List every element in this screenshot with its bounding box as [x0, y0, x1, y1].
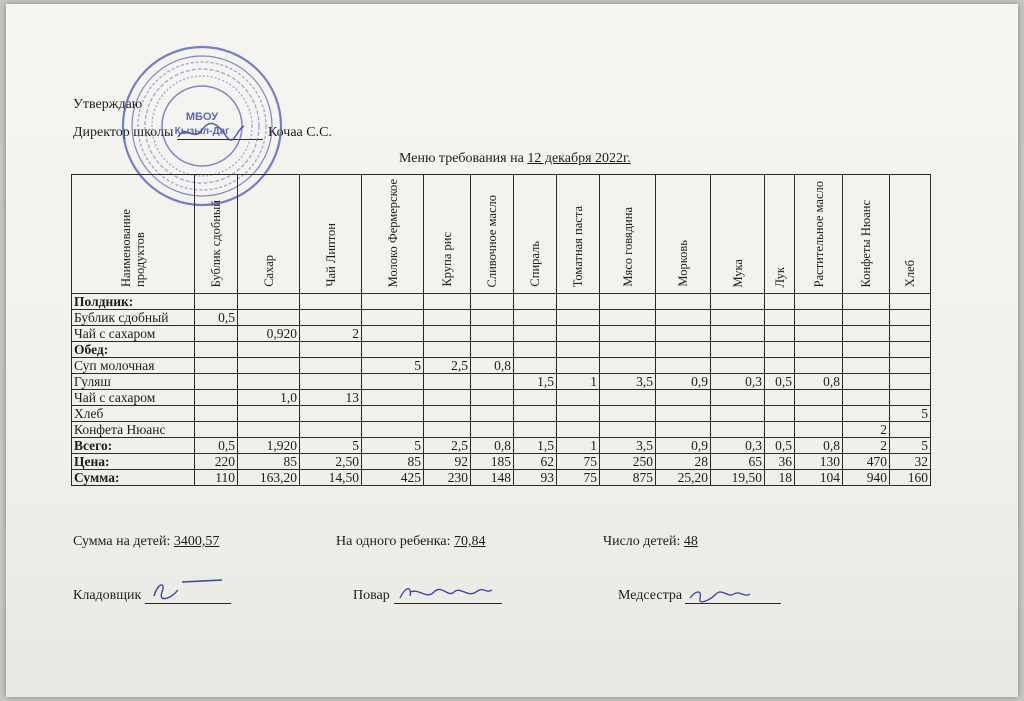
table-cell — [890, 310, 931, 326]
table-row — [72, 438, 931, 454]
table-cell — [514, 342, 557, 358]
sum-for-children: Сумма на детей: 3400,57 — [73, 534, 220, 549]
table-cell — [890, 422, 931, 438]
table-cell — [765, 358, 795, 374]
table-cell: 110 — [195, 470, 238, 486]
table-row — [72, 342, 931, 358]
row-label: Чай с сахаром — [72, 326, 195, 342]
table-cell: 18 — [765, 470, 795, 486]
table-cell — [471, 326, 514, 342]
header-column: Крупа рис — [424, 175, 471, 294]
approve-label: Утверждаю — [73, 97, 143, 112]
nurse-label: Медсестра — [618, 588, 683, 603]
director-label: Директор школы — [73, 125, 174, 140]
table-cell — [300, 342, 362, 358]
table-cell — [890, 342, 931, 358]
table-cell: 0,920 — [238, 326, 300, 342]
table-cell — [557, 294, 600, 310]
table-cell — [300, 406, 362, 422]
header-column: Мука — [711, 175, 765, 294]
table-cell — [711, 294, 765, 310]
table-cell — [843, 406, 890, 422]
table-cell: 65 — [711, 454, 765, 470]
table-cell: 0,5 — [195, 438, 238, 454]
table-cell: 5 — [362, 438, 424, 454]
table-cell: 940 — [843, 470, 890, 486]
table-cell — [238, 342, 300, 358]
cook-signature — [396, 584, 496, 604]
table-cell — [795, 358, 843, 374]
table-cell — [765, 310, 795, 326]
table-cell — [514, 422, 557, 438]
table-cell — [362, 374, 424, 390]
table-cell: 1 — [557, 374, 600, 390]
table-cell: 0,3 — [711, 438, 765, 454]
table-cell: 5 — [300, 438, 362, 454]
header-products: Наименование продуктов — [72, 175, 195, 294]
row-label: Бублик сдобный — [72, 310, 195, 326]
table-cell — [471, 342, 514, 358]
table-cell: 0,8 — [471, 358, 514, 374]
row-label: Гуляш — [72, 374, 195, 390]
row-label: Суп молочная — [72, 358, 195, 374]
table-cell — [362, 422, 424, 438]
header-column: Сахар — [238, 175, 300, 294]
header-column: Растительное масло — [795, 175, 843, 294]
header-column: Мясо говядина — [600, 175, 656, 294]
director-name: Кочаа С.С. — [268, 125, 332, 140]
table-cell: 1 — [557, 438, 600, 454]
table-cell — [890, 374, 931, 390]
table-cell — [471, 294, 514, 310]
header-column: Морковь — [656, 175, 711, 294]
table-cell — [711, 422, 765, 438]
table-cell: 163,20 — [238, 470, 300, 486]
table-cell — [238, 406, 300, 422]
table-cell — [600, 358, 656, 374]
table-cell: 0,5 — [765, 374, 795, 390]
header-column: Молоко Фермерское — [362, 175, 424, 294]
table-cell — [557, 358, 600, 374]
table-cell — [195, 390, 238, 406]
table-cell: 2 — [843, 422, 890, 438]
table-cell: 1,5 — [514, 438, 557, 454]
table-cell — [711, 406, 765, 422]
table-cell — [424, 390, 471, 406]
table-cell: 2,5 — [424, 358, 471, 374]
table-cell — [514, 406, 557, 422]
table-cell — [656, 310, 711, 326]
table-cell — [795, 342, 843, 358]
table-cell — [711, 326, 765, 342]
table-cell: 0,3 — [711, 374, 765, 390]
table-cell — [424, 342, 471, 358]
table-cell: 85 — [238, 454, 300, 470]
header-column: Бублик сдобный — [195, 175, 238, 294]
table-cell — [195, 358, 238, 374]
per-child-cost: На одного ребенка: 70,84 — [336, 534, 486, 549]
row-label: Обед: — [72, 342, 195, 358]
table-cell: 25,20 — [656, 470, 711, 486]
table-row — [72, 294, 931, 310]
table-cell — [557, 342, 600, 358]
table-cell — [600, 326, 656, 342]
table-row — [72, 406, 931, 422]
table-cell: 875 — [600, 470, 656, 486]
table-cell: 62 — [514, 454, 557, 470]
table-cell — [424, 294, 471, 310]
table-cell: 2,5 — [424, 438, 471, 454]
table-cell — [600, 422, 656, 438]
table-cell — [711, 342, 765, 358]
table-cell: 470 — [843, 454, 890, 470]
table-row — [72, 374, 931, 390]
table-cell — [765, 326, 795, 342]
table-cell — [600, 294, 656, 310]
table-cell — [843, 358, 890, 374]
table-cell: 75 — [557, 470, 600, 486]
row-label: Конфета Нюанс — [72, 422, 195, 438]
table-cell — [424, 310, 471, 326]
table-cell — [471, 422, 514, 438]
table-cell — [514, 310, 557, 326]
table-cell: 250 — [600, 454, 656, 470]
table-cell: 0,9 — [656, 374, 711, 390]
table-cell: 36 — [765, 454, 795, 470]
table-cell — [424, 326, 471, 342]
table-cell — [843, 326, 890, 342]
table-cell: 2,50 — [300, 454, 362, 470]
storekeeper-signature — [148, 576, 228, 604]
document-title: Меню требования на 12 декабря 2022г. — [399, 151, 631, 166]
table-cell: 75 — [557, 454, 600, 470]
table-cell — [656, 358, 711, 374]
table-cell — [557, 390, 600, 406]
table-cell — [514, 390, 557, 406]
table-cell — [195, 406, 238, 422]
table-cell: 5 — [890, 406, 931, 422]
table-cell: 93 — [514, 470, 557, 486]
table-cell — [557, 422, 600, 438]
table-cell — [514, 294, 557, 310]
table-cell: 19,50 — [711, 470, 765, 486]
table-cell — [471, 390, 514, 406]
table-cell — [514, 326, 557, 342]
table-header-row — [72, 175, 931, 294]
table-cell — [362, 390, 424, 406]
table-cell — [471, 374, 514, 390]
table-cell: 0,5 — [765, 438, 795, 454]
table-cell — [795, 310, 843, 326]
table-cell — [795, 406, 843, 422]
table-row — [72, 390, 931, 406]
table-cell: 85 — [362, 454, 424, 470]
table-cell — [600, 406, 656, 422]
table-cell — [424, 374, 471, 390]
table-cell: 13 — [300, 390, 362, 406]
table-cell — [238, 422, 300, 438]
table-cell — [890, 358, 931, 374]
table-cell — [195, 422, 238, 438]
table-cell — [238, 374, 300, 390]
table-row — [72, 310, 931, 326]
table-cell — [195, 326, 238, 342]
table-cell — [300, 358, 362, 374]
table-cell: 0,5 — [195, 310, 238, 326]
table-cell: 185 — [471, 454, 514, 470]
table-cell — [424, 422, 471, 438]
table-cell — [600, 342, 656, 358]
table-cell — [843, 390, 890, 406]
table-cell — [843, 294, 890, 310]
table-cell: 2 — [843, 438, 890, 454]
stamp-center-line2: Кызыл-Даг — [174, 126, 230, 137]
table-cell — [765, 422, 795, 438]
children-count: Число детей: 48 — [603, 534, 698, 549]
table-cell — [300, 310, 362, 326]
stamp-center-line1: МБОУ — [185, 111, 219, 123]
table-cell — [471, 310, 514, 326]
table-cell — [795, 390, 843, 406]
table-cell — [300, 422, 362, 438]
table-cell — [711, 358, 765, 374]
table-cell: 148 — [471, 470, 514, 486]
storekeeper-label: Кладовщик — [73, 588, 142, 603]
cook-label: Повар — [353, 588, 390, 603]
table-cell — [238, 358, 300, 374]
table-cell — [195, 294, 238, 310]
table-cell — [765, 342, 795, 358]
table-cell — [656, 294, 711, 310]
table-cell — [890, 326, 931, 342]
table-cell — [471, 406, 514, 422]
row-label: Цена: — [72, 454, 195, 470]
table-cell — [765, 294, 795, 310]
table-row — [72, 358, 931, 374]
row-label: Полдник: — [72, 294, 195, 310]
table-cell — [843, 342, 890, 358]
table-cell — [795, 294, 843, 310]
table-cell: 28 — [656, 454, 711, 470]
header-column: Спираль — [514, 175, 557, 294]
table-cell: 230 — [424, 470, 471, 486]
table-cell — [557, 310, 600, 326]
document-sheet — [6, 4, 1018, 697]
table-cell: 14,50 — [300, 470, 362, 486]
table-cell — [362, 294, 424, 310]
table-row — [72, 454, 931, 470]
table-cell — [711, 310, 765, 326]
table-cell — [300, 374, 362, 390]
table-cell: 1,5 — [514, 374, 557, 390]
table-cell — [765, 390, 795, 406]
table-cell — [238, 294, 300, 310]
row-label: Всего: — [72, 438, 195, 454]
header-column: Томатная паста — [557, 175, 600, 294]
table-cell — [656, 342, 711, 358]
header-column: Сливочное масло — [471, 175, 514, 294]
table-cell: 5 — [362, 358, 424, 374]
table-cell — [424, 406, 471, 422]
row-label: Сумма: — [72, 470, 195, 486]
table-cell: 1,0 — [238, 390, 300, 406]
table-cell: 3,5 — [600, 438, 656, 454]
table-cell — [600, 310, 656, 326]
table-cell — [557, 406, 600, 422]
table-cell: 2 — [300, 326, 362, 342]
row-label: Хлеб — [72, 406, 195, 422]
table-cell — [195, 342, 238, 358]
menu-requirement-table — [71, 174, 931, 486]
table-cell: 104 — [795, 470, 843, 486]
table-cell: 0,8 — [795, 438, 843, 454]
table-cell — [795, 326, 843, 342]
table-cell — [600, 390, 656, 406]
table-row — [72, 470, 931, 486]
table-cell — [843, 374, 890, 390]
table-cell: 3,5 — [600, 374, 656, 390]
table-cell — [890, 294, 931, 310]
row-label: Чай с сахаром — [72, 390, 195, 406]
table-cell: 92 — [424, 454, 471, 470]
table-cell: 220 — [195, 454, 238, 470]
table-row — [72, 326, 931, 342]
table-cell — [238, 310, 300, 326]
table-cell: 425 — [362, 470, 424, 486]
table-cell — [195, 374, 238, 390]
table-cell: 1,920 — [238, 438, 300, 454]
table-cell: 0,8 — [795, 374, 843, 390]
table-cell — [362, 342, 424, 358]
table-cell — [557, 326, 600, 342]
header-column: Хлеб — [890, 175, 931, 294]
table-cell — [300, 294, 362, 310]
table-cell: 0,9 — [656, 438, 711, 454]
table-cell — [890, 390, 931, 406]
table-cell — [656, 406, 711, 422]
table-cell — [795, 422, 843, 438]
header-column: Конфеты Нюанс — [843, 175, 890, 294]
table-cell — [656, 390, 711, 406]
table-cell: 0,8 — [471, 438, 514, 454]
header-column: Чай Липтон — [300, 175, 362, 294]
table-row — [72, 422, 931, 438]
table-cell — [362, 310, 424, 326]
table-cell — [514, 358, 557, 374]
table-cell — [843, 310, 890, 326]
table-cell: 130 — [795, 454, 843, 470]
table-cell: 160 — [890, 470, 931, 486]
table-cell — [656, 422, 711, 438]
table-cell: 5 — [890, 438, 931, 454]
table-cell: 32 — [890, 454, 931, 470]
table-cell — [362, 326, 424, 342]
table-cell — [362, 406, 424, 422]
header-column: Лук — [765, 175, 795, 294]
table-cell — [765, 406, 795, 422]
nurse-signature — [686, 586, 756, 604]
table-cell — [656, 326, 711, 342]
table-cell — [711, 390, 765, 406]
